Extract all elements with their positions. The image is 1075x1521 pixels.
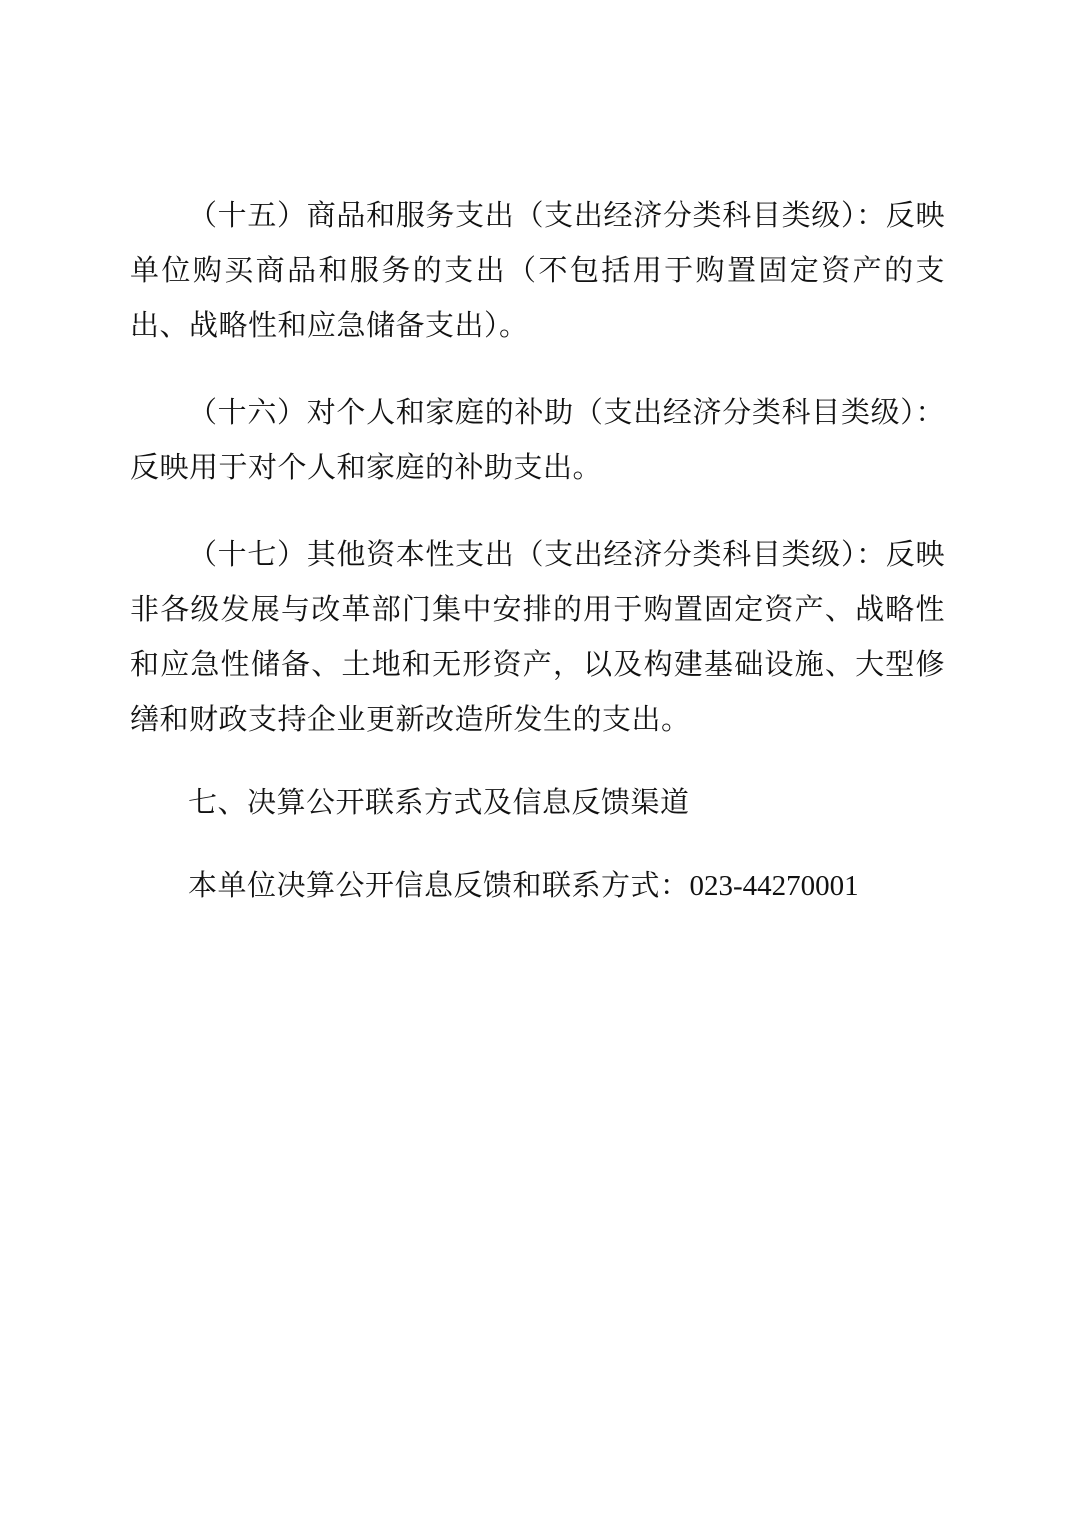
contact-line <box>130 858 945 914</box>
paragraph-item-17: （十七）其他资本性支出（支出经济分类科目类级）：反映非各级发展与改革部门集中安排的用于购置固定资产、战略性和应急性储备、土地和无形资产，以及构建基础设施、大型修缮和财政支持企业更新改造所发生的支出。 <box>130 537 945 736</box>
document-body <box>130 188 945 914</box>
paragraph-item-15: （十五）商品和服务支出（支出经济分类科目类级）：反映单位购买商品和服务的支出（不包括用于购置固定资产的支出、战略性和应急储备支出）。 <box>130 198 945 342</box>
paragraph-item-16: （十六）对个人和家庭的补助（支出经济分类科目类级）：反映用于对个人和家庭的补助支出。 <box>130 395 945 484</box>
section-heading: 七、决算公开联系方式及信息反馈渠道 <box>188 785 690 819</box>
contact-phone: 023-44270001 <box>689 870 859 902</box>
contact-label: 本单位决算公开信息反馈和联系方式： <box>188 868 690 902</box>
